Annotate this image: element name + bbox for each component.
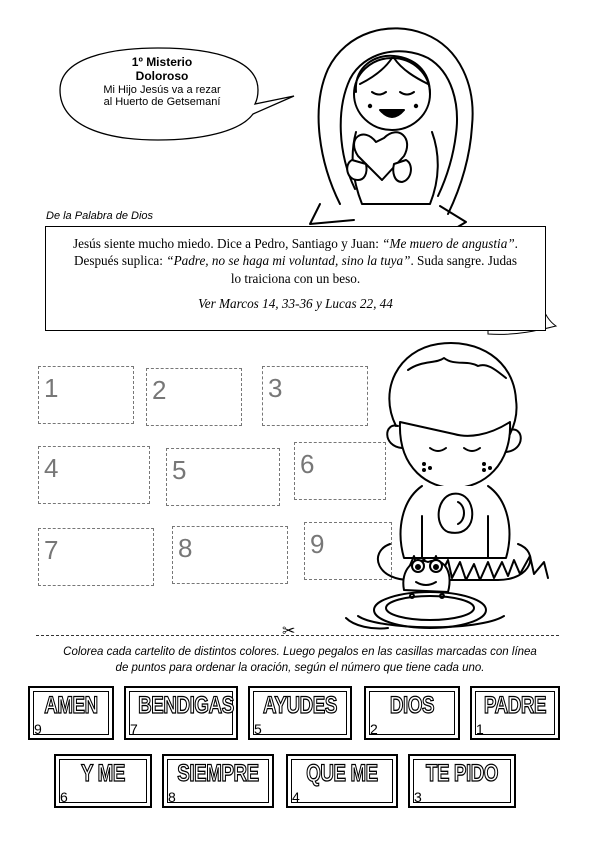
instructions	[30, 644, 570, 676]
tile-number: 7	[130, 721, 138, 737]
scripture-line-1	[56, 235, 535, 252]
word-tile[interactable]	[408, 754, 516, 808]
word-tile[interactable]	[28, 686, 114, 740]
word-tile[interactable]	[364, 686, 460, 740]
tile-word: BENDIGAS	[138, 692, 234, 719]
word-tile[interactable]	[248, 686, 352, 740]
instructions-line-1: Colorea cada cartelito de distintos colores. Luego pegalos en las casillas marcadas con línea	[63, 646, 537, 658]
slot-7[interactable]: 7	[38, 528, 154, 586]
scripture-line-2	[56, 252, 535, 269]
scripture-line-3: lo traiciona con un beso.	[230, 270, 361, 286]
slot-2[interactable]: 2	[146, 368, 242, 426]
scripture-text: Después suplica:	[73, 253, 167, 269]
slot-5[interactable]: 5	[166, 448, 280, 506]
scripture-card	[45, 226, 546, 331]
scripture-text: . Suda sangre. Judas	[410, 253, 518, 269]
slot-8[interactable]: 8	[172, 526, 288, 584]
scripture-text: .	[514, 236, 518, 251]
slot-4[interactable]: 4	[38, 446, 150, 504]
tile-number: 3	[414, 789, 422, 805]
word-tile[interactable]	[286, 754, 398, 808]
word-tile[interactable]	[54, 754, 152, 808]
tile-word: Y ME	[81, 760, 125, 787]
tile-word: PADRE	[483, 692, 547, 719]
scripture-text: Jesús siente mucho miedo. Dice a Pedro, Santiago y Juan:	[73, 236, 383, 251]
tile-word: QUE ME	[306, 760, 378, 787]
bubble-title-2: Doloroso	[135, 68, 189, 83]
tile-number: 2	[370, 721, 378, 737]
scripture-quote: “Me muero de angustia”	[382, 236, 515, 251]
word-tile[interactable]	[162, 754, 274, 808]
tile-number: 6	[60, 789, 68, 805]
source-label: De la Palabra de Dios	[46, 210, 154, 222]
slot-9[interactable]: 9	[304, 522, 392, 580]
tile-number: 5	[254, 721, 262, 737]
tile-word: DIOS	[389, 692, 435, 719]
word-tile[interactable]	[124, 686, 238, 740]
word-tile[interactable]	[470, 686, 560, 740]
tile-word: TE PIDO	[425, 760, 499, 787]
scripture-quote: “Padre, no se haga mi voluntad, sino la tuya”	[166, 253, 411, 269]
tile-word: AMEN	[44, 692, 98, 719]
praying-child-illustration	[318, 330, 576, 632]
tile-number: 4	[292, 789, 300, 805]
cut-line	[36, 635, 559, 636]
bubble-text	[72, 56, 252, 109]
tile-word: AYUDES	[263, 692, 337, 719]
tile-word: SIEMPRE	[177, 760, 259, 787]
bubble-line-3: Mi Hijo Jesús va a rezar	[103, 83, 221, 96]
tile-number: 1	[476, 721, 484, 737]
slot-1[interactable]: 1	[38, 366, 134, 424]
bubble-line-4: al Huerto de Getsemaní	[103, 96, 221, 109]
scripture-reference: Ver Marcos 14, 33-36 y Lucas 22, 44	[198, 296, 393, 312]
mary-illustration	[280, 14, 490, 229]
bubble-title-1: 1º Misterio	[131, 55, 193, 69]
slot-6[interactable]: 6	[294, 442, 386, 500]
scissors-icon: ✂	[282, 623, 296, 640]
instructions-line-2: de puntos para ordenar la oración, según el número que tiene cada uno.	[115, 662, 485, 675]
slot-3[interactable]: 3	[262, 366, 368, 426]
tile-number: 8	[168, 789, 176, 805]
tile-number: 9	[34, 721, 42, 737]
